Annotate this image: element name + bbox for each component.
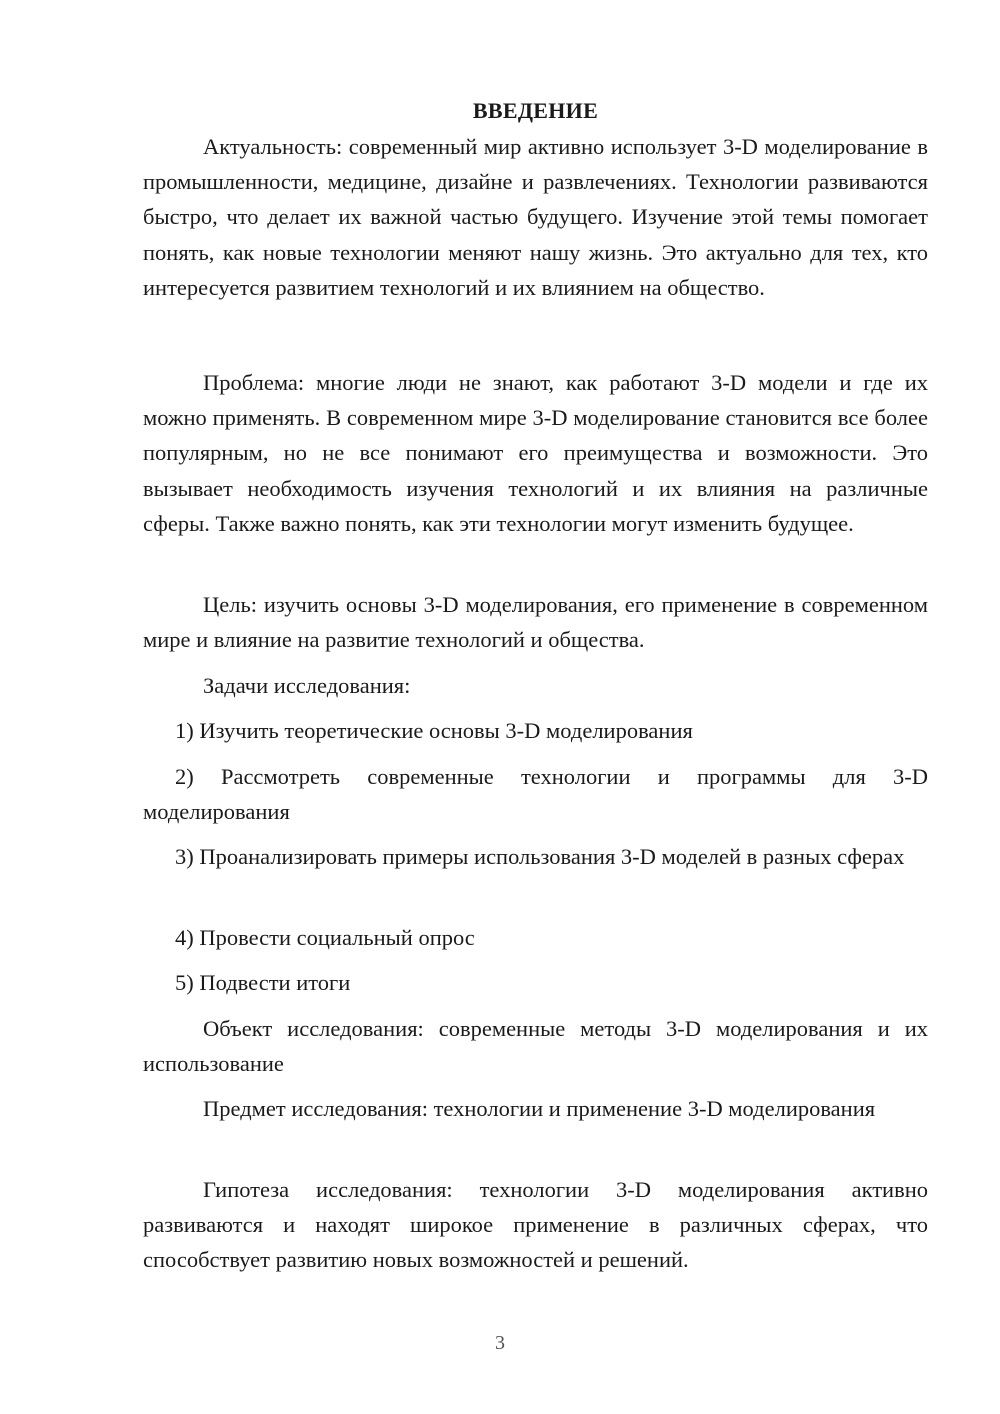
task-item-2: 2) Рассмотреть современные технологии и программы для 3-D моделирования	[143, 764, 928, 825]
paragraph-relevance: Актуальность: современный мир активно использует 3-D моделирование в промышленности, медицине, дизайне и развлечениях. Технологии развиваются быстро, что делает их важной частью будущего. Изучение этой темы помогает понять, как новые технологии меняют нашу жизнь. Это актуально для тех, кто интересуется развитием технологий и их влиянием на общество.	[143, 134, 928, 300]
paragraph-object: Объект исследования: современные методы 3-D моделирования и их использование	[143, 1016, 928, 1077]
task-item-4: 4) Провести социальный опрос	[175, 925, 475, 950]
paragraph-subject: Предмет исследования: технологии и применение 3-D моделирования	[203, 1096, 876, 1121]
page-number: 3	[495, 1332, 505, 1354]
section-heading: ВВЕДЕНИЕ	[472, 98, 599, 123]
paragraph-goal: Цель: изучить основы 3-D моделирования, его применение в современном мире и влияние на развитие технологий и общества.	[143, 592, 928, 653]
task-item-5: 5) Подвести итоги	[175, 970, 351, 995]
task-item-1: 1) Изучить теоретические основы 3-D моделирования	[175, 718, 693, 743]
paragraph-problem: Проблема: многие люди не знают, как работают 3-D модели и где их можно применять. В современном мире 3-D моделирование становится все более популярным, но не все понимают его преимущества и возможности. Это вызывает необходимость изучения технологий и их влияния на различные сферы. Также важно понять, как эти технологии могут изменить будущее.	[143, 370, 928, 536]
tasks-title: Задачи исследования:	[203, 673, 411, 698]
paragraph-hypothesis: Гипотеза исследования: технологии 3-D моделирования активно развиваются и находят широкое применение в различных сферах, что способствует развитию новых возможностей и решений.	[143, 1177, 928, 1273]
task-item-3: 3) Проанализировать примеры использования 3-D моделей в разных сферах	[175, 844, 905, 869]
